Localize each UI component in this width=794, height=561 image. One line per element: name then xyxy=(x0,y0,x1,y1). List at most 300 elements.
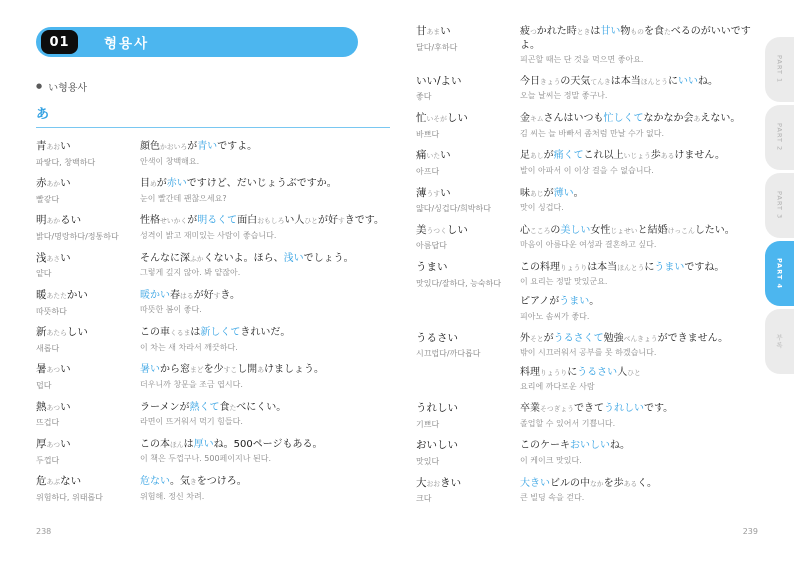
word-column xyxy=(416,402,520,430)
text-segment: 赤 xyxy=(36,177,47,190)
highlighted-word: 赤い xyxy=(166,178,187,190)
text-segment: べにくい。 xyxy=(236,401,287,413)
headword xyxy=(36,475,136,489)
text-segment: かれた時 xyxy=(536,26,577,37)
furigana: あじ xyxy=(530,189,544,198)
korean-meaning: 시끄럽다/까다롭다 xyxy=(416,349,481,359)
example-korean: 요리에 까다로운 사람 xyxy=(520,382,595,392)
text-segment: くないよ。ほら、 xyxy=(203,252,284,264)
word-column xyxy=(416,261,520,323)
furigana: つ xyxy=(530,28,537,36)
vocab-entry xyxy=(416,261,766,323)
example xyxy=(520,112,766,139)
example-korean: 더우니까 창문을 조금 엽시다. xyxy=(140,379,243,389)
highlighted-word: いい xyxy=(677,75,698,87)
text-segment: い xyxy=(440,25,451,37)
text-segment: さんはいつも xyxy=(543,113,604,125)
vocab-entry xyxy=(416,25,766,66)
example-japanese xyxy=(520,332,766,346)
furigana: ひと xyxy=(627,368,641,377)
korean-meaning: 기쁘다 xyxy=(416,419,440,429)
furigana: ふか xyxy=(190,254,204,263)
korean-meaning: 파랗다, 창백하다 xyxy=(36,157,96,167)
furigana: あし xyxy=(530,152,544,161)
text-segment: き。 xyxy=(220,289,240,301)
side-tab-part-3 xyxy=(765,173,794,238)
text-segment: く。 xyxy=(637,477,657,489)
furigana: あたら xyxy=(46,329,67,338)
text-segment: 味 xyxy=(520,187,530,199)
furigana: おお xyxy=(426,479,441,488)
word-column xyxy=(36,214,140,242)
furigana: べんきょう xyxy=(623,334,658,343)
example-korean: 맛이 싱겁다. xyxy=(520,203,564,212)
text-segment: い xyxy=(60,363,71,376)
highlighted-word: 熱くて xyxy=(189,401,220,413)
example-japanese xyxy=(520,295,766,309)
furigana: そつぎょう xyxy=(540,405,574,414)
furigana: あ xyxy=(693,115,701,124)
example xyxy=(140,475,390,502)
example xyxy=(140,289,390,316)
korean-meaning: 두껍다 xyxy=(36,455,60,465)
text-segment: の xyxy=(550,224,561,236)
text-segment: 人 xyxy=(617,366,628,378)
text-segment: 熱 xyxy=(36,400,47,413)
subsection-label xyxy=(36,79,390,94)
vocab-entry xyxy=(416,112,766,140)
text-segment: は xyxy=(183,438,194,450)
furigana: あつ xyxy=(46,440,61,449)
korean-meaning: 좋다 xyxy=(416,92,432,102)
text-segment: ピアノが xyxy=(520,296,560,308)
text-segment: が好 xyxy=(317,215,338,227)
example-korean: 발이 아파서 이 이상 걸을 수 없습니다. xyxy=(520,165,654,175)
text-segment: を歩 xyxy=(603,477,624,489)
text-segment: ですね。 xyxy=(684,261,725,273)
headword xyxy=(416,187,516,201)
example-korean: 피아노 솜씨가 좋다. xyxy=(520,311,590,321)
example-korean: 그렇게 깊지 않아. 봐 얕잖아. xyxy=(140,268,241,278)
highlighted-word: 忙しくて xyxy=(603,113,644,125)
examples-column xyxy=(140,326,390,354)
text-segment: 外 xyxy=(520,332,530,344)
text-segment: 明 xyxy=(36,214,47,227)
text-segment: うれしい xyxy=(416,402,458,415)
furigana: す xyxy=(213,291,221,300)
examples-column xyxy=(140,214,390,242)
text-segment: べるのがいいですよ。 xyxy=(520,26,751,51)
examples-column xyxy=(520,149,766,177)
example-korean: 눈이 빨간데 괜찮으세요? xyxy=(140,193,227,203)
text-segment: ビルの中 xyxy=(550,477,590,489)
word-column xyxy=(416,25,520,66)
furigana: あたた xyxy=(46,291,67,300)
example xyxy=(520,439,766,466)
highlighted-word: 痛くて xyxy=(553,150,584,162)
bullet-icon: ● xyxy=(36,82,43,90)
headword xyxy=(36,177,136,191)
highlighted-word: おいしい xyxy=(570,440,610,452)
word-column xyxy=(36,401,140,429)
furigana: けっこん xyxy=(667,226,695,235)
furigana: とき xyxy=(576,28,591,36)
text-segment: は本当 xyxy=(610,75,641,87)
korean-meaning: 위험하다, 위태롭다 xyxy=(36,492,103,502)
examples-column xyxy=(140,177,390,205)
example xyxy=(520,224,766,251)
text-segment: うまい xyxy=(416,260,448,273)
text-segment: かい xyxy=(66,288,88,301)
example xyxy=(520,187,766,214)
text-segment: から窓 xyxy=(160,364,190,376)
text-segment: この本 xyxy=(140,438,170,450)
furigana: うす xyxy=(426,189,441,198)
korean-meaning: 맛있다 xyxy=(416,457,440,467)
word-column xyxy=(36,252,140,280)
example-japanese xyxy=(520,402,766,416)
furigana: き xyxy=(190,478,197,487)
korean-meaning: 새롭다 xyxy=(36,343,60,353)
example-japanese xyxy=(520,224,766,238)
example xyxy=(520,477,766,504)
korean-meaning: 아름답다 xyxy=(416,241,447,251)
text-segment: できて xyxy=(573,403,604,415)
vocab-entry xyxy=(36,363,390,391)
korean-meaning: 덥다 xyxy=(36,381,52,391)
headword xyxy=(416,477,516,491)
vocab-list-left xyxy=(36,140,390,503)
furigana: ある xyxy=(623,479,638,488)
example-japanese xyxy=(520,149,766,163)
furigana: くるま xyxy=(170,329,191,338)
text-segment: い xyxy=(440,186,451,199)
text-segment: 。 xyxy=(589,296,600,308)
example-japanese xyxy=(520,25,766,52)
example xyxy=(520,25,766,66)
furigana: まど xyxy=(190,366,204,375)
example xyxy=(140,363,390,390)
examples-column xyxy=(520,332,766,394)
vocab-entry xyxy=(416,402,766,430)
word-column xyxy=(416,477,520,505)
text-segment: 薄 xyxy=(416,186,427,199)
korean-meaning: 얕다 xyxy=(36,269,52,279)
side-tab-part-4 xyxy=(765,241,794,306)
example-korean: 김 씨는 늘 바빠서 좀처럼 만날 수가 없다. xyxy=(520,128,664,138)
text-segment: 面白 xyxy=(237,215,258,227)
example-japanese xyxy=(520,477,766,491)
furigana: いた xyxy=(426,152,441,161)
furigana: あお xyxy=(46,143,61,151)
headword xyxy=(416,224,516,238)
example-korean: 따뜻한 봄이 좋다. xyxy=(140,305,202,315)
headword xyxy=(36,363,136,377)
text-segment: 暖 xyxy=(36,288,47,301)
vocab-entry xyxy=(416,477,766,505)
example-korean: 밖이 시끄러워서 공부를 못 하겠습니다. xyxy=(520,348,657,358)
examples-column xyxy=(520,187,766,215)
headword xyxy=(36,252,136,266)
text-segment: が xyxy=(187,215,198,227)
chapter-title: 형용사 xyxy=(104,36,150,52)
text-segment: い xyxy=(60,140,71,152)
text-segment: は xyxy=(190,327,201,339)
example-japanese xyxy=(520,439,766,453)
side-tab-strip xyxy=(765,37,794,374)
example xyxy=(140,252,390,279)
chapter-header xyxy=(36,27,358,57)
text-segment: 新 xyxy=(36,326,47,339)
text-segment: が xyxy=(543,187,554,199)
highlighted-word: 薄い xyxy=(553,187,574,199)
highlighted-word: うるさい xyxy=(577,366,618,378)
furigana: ほんとう xyxy=(640,77,668,86)
example xyxy=(520,261,766,288)
example-japanese xyxy=(520,261,766,275)
side-tab-part-1 xyxy=(765,37,794,102)
text-segment: 足 xyxy=(520,150,530,162)
headword xyxy=(36,214,136,228)
examples-column xyxy=(520,477,766,505)
text-segment: この料理 xyxy=(520,261,560,273)
highlighted-word: 浅い xyxy=(283,252,304,264)
text-segment: なかなか会 xyxy=(643,113,694,125)
text-segment: るい xyxy=(60,214,82,227)
chapter-number-badge: 01 xyxy=(41,30,78,54)
vocab-entry xyxy=(36,475,390,503)
text-segment: ラーメンが xyxy=(140,401,190,413)
text-segment: きれいだ。 xyxy=(240,327,291,339)
furigana: てんき xyxy=(590,77,611,86)
vocab-entry xyxy=(416,439,766,467)
text-segment: をつけろ。 xyxy=(196,476,247,488)
text-segment: い xyxy=(60,437,71,450)
examples-column xyxy=(520,112,766,140)
word-column xyxy=(36,140,140,168)
highlighted-word: うれしい xyxy=(603,403,644,415)
left-page xyxy=(36,27,390,512)
example-japanese xyxy=(520,187,766,201)
text-segment: しい xyxy=(446,112,468,125)
text-segment: うるさい xyxy=(416,331,458,344)
text-segment: ね。500ページもある。 xyxy=(213,438,323,450)
furigana: た xyxy=(229,403,237,412)
text-segment: です。 xyxy=(643,403,674,415)
text-segment: 勉強 xyxy=(603,332,624,344)
vocab-entry xyxy=(36,326,390,354)
text-segment: が xyxy=(156,178,167,190)
word-column xyxy=(36,438,140,466)
furigana: なか xyxy=(590,479,604,488)
word-column xyxy=(416,75,520,103)
example-korean: 이 케이크 맛있다. xyxy=(520,455,582,465)
example-korean: 이 차는 새 차라서 깨끗하다. xyxy=(140,342,238,352)
example-japanese xyxy=(520,75,766,89)
headword xyxy=(416,261,516,275)
example-korean: 큰 빌딩 속을 걷다. xyxy=(520,493,585,503)
furigana: そと xyxy=(530,334,544,343)
examples-column xyxy=(140,252,390,280)
korean-meaning: 달다/후하다 xyxy=(416,42,458,52)
highlighted-word: 青い xyxy=(197,141,218,152)
side-tab-label: PART 1 xyxy=(775,55,784,84)
vocab-entry xyxy=(416,187,766,215)
section-letter: あ xyxy=(36,103,390,128)
headword xyxy=(36,140,136,154)
example-japanese xyxy=(140,438,390,452)
furigana: ある xyxy=(660,152,675,161)
example xyxy=(520,366,766,393)
furigana: あつ xyxy=(46,403,61,412)
text-segment: そんなに深 xyxy=(140,252,190,264)
text-segment: けません。 xyxy=(674,150,725,162)
headword xyxy=(416,402,516,416)
example-korean: 이 책은 두껍구나. 500페이지나 된다. xyxy=(140,454,271,464)
text-segment: を少 xyxy=(203,364,224,376)
highlighted-word: 危ない xyxy=(140,476,170,488)
text-segment: 春 xyxy=(170,289,180,301)
text-segment: 。 xyxy=(573,187,584,199)
vocab-entry xyxy=(416,224,766,252)
text-segment: ね。 xyxy=(610,440,630,452)
example xyxy=(140,401,390,428)
text-segment: に xyxy=(667,75,678,87)
highlighted-word: うまい xyxy=(559,296,590,308)
text-segment: しい xyxy=(66,326,88,339)
example xyxy=(520,332,766,359)
text-segment: 卒業 xyxy=(520,403,540,415)
korean-meaning: 크다 xyxy=(416,494,432,504)
text-segment: に xyxy=(567,366,578,378)
text-segment: しい xyxy=(446,223,468,236)
text-segment: と結婚 xyxy=(637,224,668,236)
text-segment: 青 xyxy=(36,140,47,152)
furigana: ほんとう xyxy=(617,263,645,272)
text-segment: でしょう。 xyxy=(303,252,354,264)
text-segment: 今日 xyxy=(520,75,540,87)
headword xyxy=(36,438,136,452)
text-segment: に xyxy=(644,261,655,273)
side-tab-label: PART 2 xyxy=(775,123,784,152)
example-korean: 이 요리는 정말 맛있군요. xyxy=(520,277,608,287)
text-segment: い xyxy=(60,400,71,413)
text-segment: 顔色 xyxy=(140,141,160,152)
text-segment: 食 xyxy=(219,401,230,413)
text-segment: 甘 xyxy=(416,25,427,37)
furigana: あつ xyxy=(46,366,61,375)
word-column xyxy=(36,177,140,205)
example-japanese xyxy=(520,112,766,126)
text-segment: これ以上 xyxy=(583,150,624,162)
right-page xyxy=(416,25,766,514)
furigana: あか xyxy=(46,180,61,189)
example-korean: 라면이 뜨거워서 먹기 힘들다. xyxy=(140,417,243,427)
furigana: あさ xyxy=(46,254,61,263)
examples-column xyxy=(140,401,390,429)
korean-meaning: 얇다/싱겁다/희박하다 xyxy=(416,204,491,214)
word-column xyxy=(36,289,140,317)
word-column xyxy=(416,332,520,394)
highlighted-word: うまい xyxy=(654,261,685,273)
examples-column xyxy=(520,75,766,103)
word-column xyxy=(416,187,520,215)
furigana: おもしろ xyxy=(257,217,285,226)
text-segment: この車 xyxy=(140,327,170,339)
furigana: すこ xyxy=(223,366,238,375)
page-number-left: 238 xyxy=(36,527,52,536)
subsection-text: い형용사 xyxy=(48,83,88,94)
text-segment: い xyxy=(440,149,451,162)
examples-column xyxy=(520,25,766,66)
text-segment: 性格 xyxy=(140,215,160,227)
examples-column xyxy=(520,439,766,467)
word-column xyxy=(416,224,520,252)
text-segment: い xyxy=(60,251,71,264)
highlighted-word: 暖かい xyxy=(140,289,170,301)
korean-meaning: 밝다/명랑하다/정통하다 xyxy=(36,232,119,242)
vocab-entry xyxy=(36,438,390,466)
korean-meaning: 따뜻하다 xyxy=(36,306,67,316)
highlighted-word: 大きい xyxy=(520,477,550,489)
highlighted-word: 暑い xyxy=(140,364,160,376)
furigana: りょうり xyxy=(540,368,568,377)
furigana: こころ xyxy=(530,226,551,235)
furigana: じょせい xyxy=(610,226,638,235)
text-segment: は xyxy=(590,26,601,37)
word-column xyxy=(36,475,140,503)
text-segment: 美 xyxy=(416,223,427,236)
example xyxy=(520,75,766,102)
word-column xyxy=(416,439,520,467)
example xyxy=(520,295,766,322)
furigana: あ xyxy=(257,366,264,375)
vocab-list-right xyxy=(416,25,766,505)
vocab-entry xyxy=(36,289,390,317)
side-tab-부록 xyxy=(765,309,794,374)
text-segment: したい。 xyxy=(694,224,735,236)
text-segment: 危 xyxy=(36,475,47,488)
headword xyxy=(416,332,516,346)
example-japanese xyxy=(140,363,390,377)
furigana: せいかく xyxy=(160,217,188,226)
example-korean: 마음이 아름다운 여성과 결혼하고 싶다. xyxy=(520,240,657,250)
text-segment: を食 xyxy=(643,26,664,37)
side-tab-label: PART 4 xyxy=(775,257,784,290)
vocab-entry xyxy=(416,332,766,394)
examples-column xyxy=(140,289,390,317)
word-column xyxy=(36,326,140,354)
example xyxy=(140,140,390,167)
side-tab-label: PART 3 xyxy=(775,191,784,220)
text-segment: が xyxy=(543,150,554,162)
examples-column xyxy=(140,438,390,466)
text-segment: きい xyxy=(440,476,462,489)
example-japanese xyxy=(140,326,390,340)
example-korean: 성격이 밝고 재미있는 사람이 좋습니다. xyxy=(140,230,277,240)
headword xyxy=(36,289,136,303)
page-number-right: 239 xyxy=(742,527,758,536)
examples-column xyxy=(520,261,766,323)
side-tab-label: 부록 xyxy=(775,334,783,349)
headword xyxy=(416,149,516,163)
example xyxy=(140,326,390,353)
furigana: め xyxy=(150,180,157,189)
text-segment: が好 xyxy=(193,289,214,301)
example-korean: 위험해. 정신 차려. xyxy=(140,491,205,501)
text-segment: このケーキ xyxy=(520,440,570,452)
furigana: た xyxy=(663,28,671,36)
